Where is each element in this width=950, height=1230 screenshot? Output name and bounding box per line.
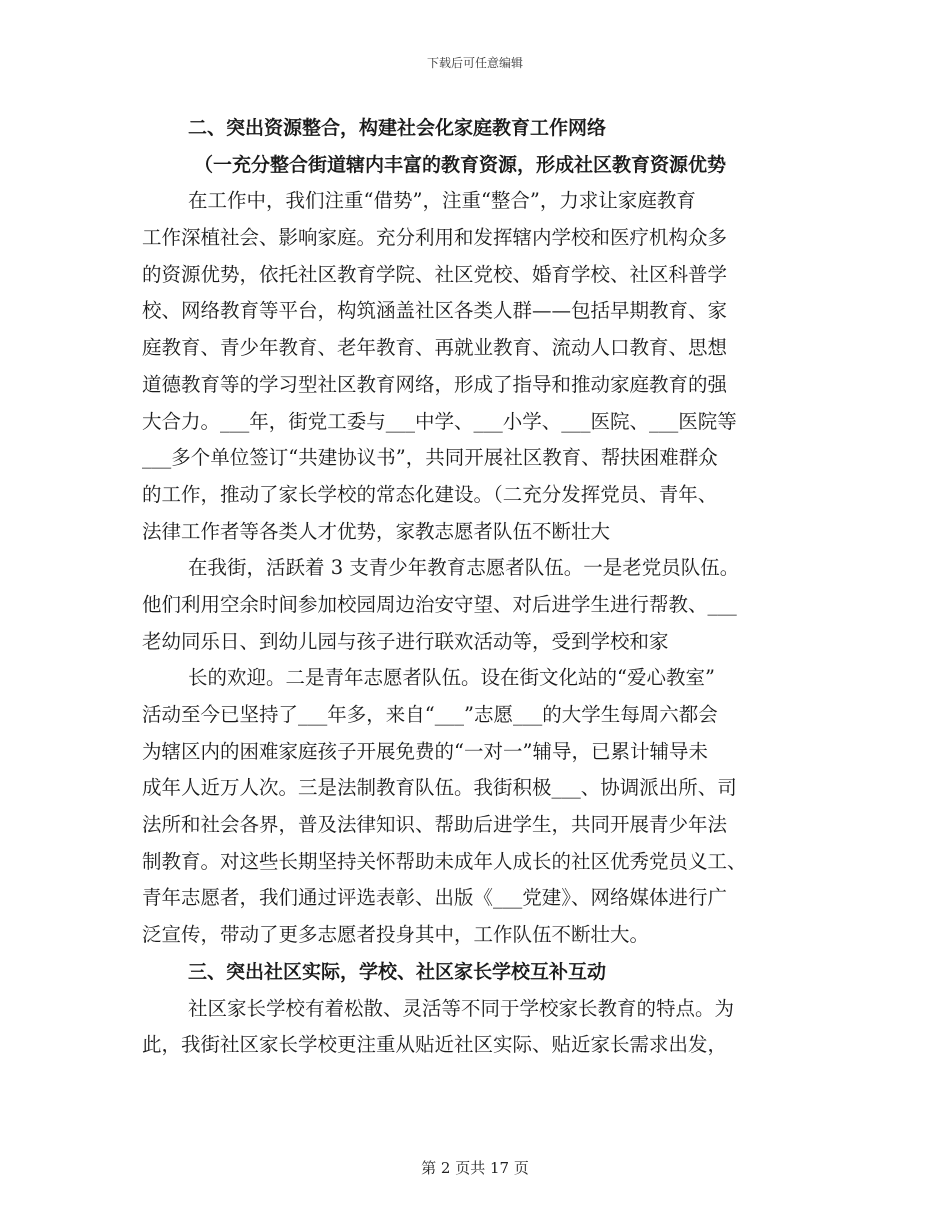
paragraph-line: 大合力。___年，街党工委与___中学、___小学、___医院、___医院等 (142, 409, 737, 433)
paragraph-line: 的工作，推动了家长学校的常态化建设。（二充分发挥党员、青年、 (142, 482, 718, 506)
paragraph-line: 成年人近万人次。三是法制教育队伍。我街积极___、协调派出所、司 (142, 776, 737, 800)
section-heading-3: 三、突出社区实际，学校、社区家长学校互补互动 (188, 960, 607, 983)
paragraph-line: 为辖区内的困难家庭孩子开展免费的“一对一”辅导，已累计辅导未 (142, 739, 708, 763)
paragraph-line: 庭教育、青少年教育、老年教育、再就业教育、流动人口教育、思想 (142, 336, 728, 360)
paragraph-line: 老幼同乐日、到幼儿园与孩子进行联欢活动等，受到学校和家 (142, 629, 669, 653)
paragraph-line: 青年志愿者，我们通过评选表彰、出版《___党建》、网络媒体进行广 (142, 886, 728, 910)
paragraph-line: ___多个单位签订“共建协议书”，共同开展社区教育、帮扶困难群众 (142, 446, 718, 470)
paragraph-line: 此，我街社区家长学校更注重从贴近社区实际、贴近家长需求出发， (142, 1033, 728, 1057)
paragraph-line: 在我街，活跃着 3 支青少年教育志愿者队伍。一是老党员队伍。 (188, 556, 740, 580)
section-heading-2: 二、突出资源整合，构建社会化家庭教育工作网络 (188, 117, 607, 139)
paragraph-line: 他们利用空余时间参加校园周边治安守望、对后进学生进行帮教、___ (142, 592, 737, 616)
paragraph-line: 泛宣传，带动了更多志愿者投身其中，工作队伍不断壮大。 (142, 923, 650, 947)
subsection-heading-1: （一充分整合街道辖内丰富的教育资源，形成社区教育资源优势 (194, 153, 727, 176)
paragraph-line: 法所和社会各界，普及法律知识、帮助后进学生，共同开展青少年法 (142, 813, 728, 837)
paragraph-line: 道德教育等的学习型社区教育网络，形成了指导和推动家庭教育的强 (142, 372, 728, 396)
paragraph-line: 法律工作者等各类人才优势，家教志愿者队伍不断壮大 (142, 519, 611, 543)
paragraph-line: 社区家长学校有着松散、灵活等不同于学校家长教育的特点。为 (188, 996, 735, 1020)
paragraph-line: 制教育。对这些长期坚持关怀帮助未成年人成长的社区优秀党员义工、 (142, 849, 747, 873)
paragraph-line: 活动至今已坚持了___年多，来自“___”志愿___的大学生每周六都会 (142, 703, 718, 726)
paragraph-line: 长的欢迎。二是青年志愿者队伍。设在街文化站的“爱心教室” (188, 666, 715, 690)
paragraph-line: 的资源优势，依托社区教育学院、社区党校、婚育学校、社区科普学 (142, 262, 728, 286)
paragraph-line: 在工作中，我们注重“借势”，注重“整合”，力求让家庭教育 (188, 189, 696, 213)
paragraph-line: 工作深植社会、影响家庭。充分利用和发挥辖内学校和医疗机构众多 (142, 226, 728, 250)
paragraph-line: 校、网络教育等平台，构筑涵盖社区各类人群——包括早期教育、家 (142, 299, 728, 323)
page-footer: 第 2 页共 17 页 (421, 1159, 529, 1177)
document-body (142, 110, 807, 1064)
page-header: 下载后可任意编辑 (426, 56, 523, 70)
